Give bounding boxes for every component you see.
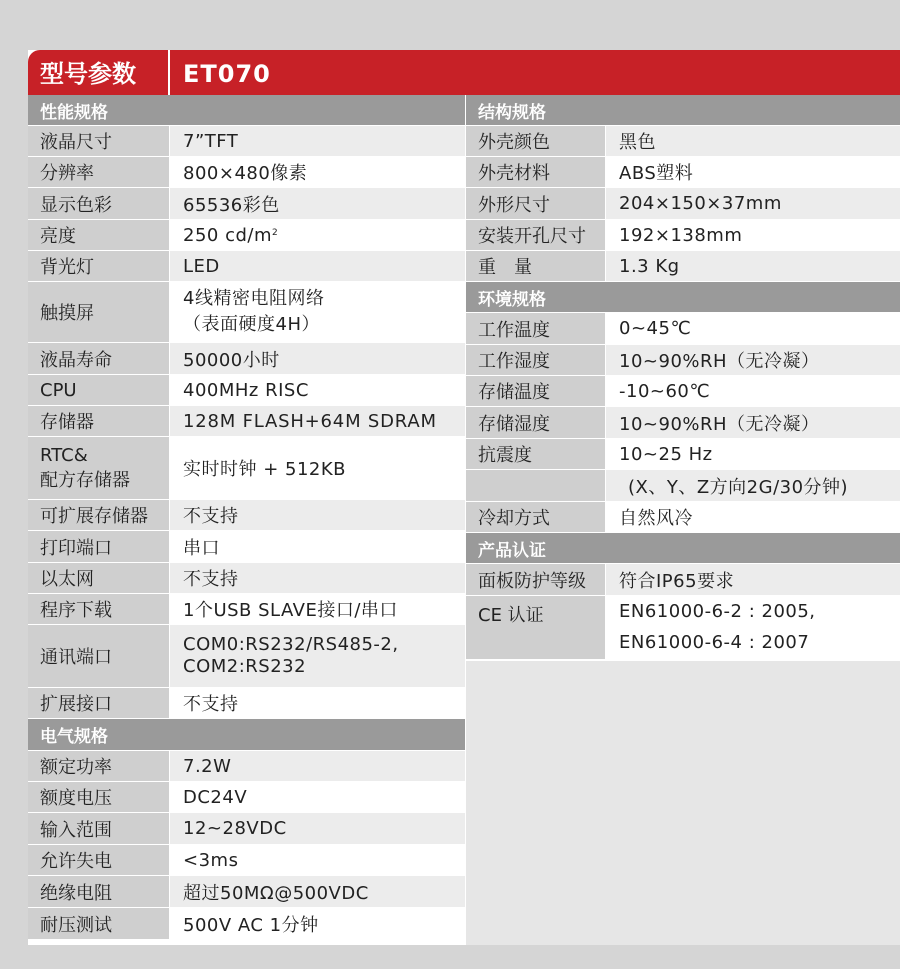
section-header-environment: 环境规格 [466, 282, 900, 313]
spec-row [28, 188, 466, 220]
spec-row [28, 406, 466, 437]
spec-label-line: RTC& [40, 444, 88, 466]
spec-label: 外壳材料 [466, 157, 606, 187]
spec-label: 亮度 [28, 220, 170, 250]
spec-label [28, 437, 170, 499]
spec-label: 工作温度 [466, 313, 606, 344]
spec-value: <3ms [170, 845, 466, 875]
spec-value: 50000小时 [170, 343, 466, 374]
spec-row [28, 157, 466, 188]
spec-value: 10~25 Hz [606, 439, 900, 469]
spec-label: 打印端口 [28, 531, 170, 562]
spec-value-line: COM0:RS232/RS485-2, [183, 634, 399, 655]
spec-label-line: 配方存储器 [40, 469, 130, 491]
spec-row [28, 688, 466, 719]
spec-value: (X、Y、Z方向2G/30分钟) [606, 470, 900, 501]
spec-value: 65536彩色 [170, 188, 466, 219]
spec-value [170, 625, 466, 687]
spec-label: 安装开孔尺寸 [466, 220, 606, 250]
section-header-structure: 结构规格 [466, 95, 900, 126]
spec-value: 128M FLASH+64M SDRAM [170, 406, 466, 436]
spec-label: 外形尺寸 [466, 188, 606, 219]
spec-label [466, 596, 606, 659]
spec-value: ABS塑料 [606, 157, 900, 187]
spec-row [28, 625, 466, 688]
spec-row [466, 376, 900, 407]
spec-label: 可扩展存储器 [28, 500, 170, 530]
spec-value: 自然风冷 [606, 502, 900, 532]
spec-row [466, 188, 900, 220]
spec-value: 10~90%RH（无冷凝） [606, 407, 900, 438]
spec-value: 不支持 [170, 500, 466, 530]
spec-row [28, 126, 466, 157]
spec-row [466, 126, 900, 157]
spec-label: 程序下载 [28, 594, 170, 624]
spec-row [28, 813, 466, 845]
header-divider [168, 50, 170, 95]
spec-label: 绝缘电阻 [28, 876, 170, 907]
section-header-performance: 性能规格 [28, 95, 466, 126]
spec-row [466, 251, 900, 282]
spec-value: 超过50MΩ@500VDC [170, 876, 466, 907]
spec-row [28, 563, 466, 594]
spec-row [466, 502, 900, 533]
spec-label: 液晶尺寸 [28, 126, 170, 156]
spec-value: 400MHz RISC [170, 375, 466, 405]
spec-value: 符合IP65要求 [606, 564, 900, 595]
spec-row [466, 220, 900, 251]
spec-label-text: CE 认证 [478, 605, 544, 626]
spec-value: 0~45℃ [606, 313, 900, 344]
section-header-certification: 产品认证 [466, 533, 900, 564]
spec-label: 重 量 [466, 251, 606, 281]
spec-label: 存储湿度 [466, 407, 606, 438]
spec-label: 显示色彩 [28, 188, 170, 219]
spec-label: 耐压测试 [28, 908, 170, 939]
spec-value: 500V AC 1分钟 [170, 908, 466, 939]
spec-label: 存储温度 [466, 376, 606, 406]
spec-value: 1个USB SLAVE接口/串口 [170, 594, 466, 624]
spec-label: CPU [28, 375, 170, 405]
unit-superscript: 2 [272, 228, 279, 238]
spec-value: LED [170, 251, 466, 281]
spec-value: 不支持 [170, 563, 466, 593]
spec-value [606, 596, 900, 659]
spec-row [466, 564, 900, 596]
spec-value: 10~90%RH（无冷凝） [606, 345, 900, 375]
spec-row [466, 313, 900, 345]
spec-value-line: （表面硬度4H） [183, 314, 320, 335]
spec-value: DC24V [170, 782, 466, 812]
spec-label: 抗震度 [466, 439, 606, 469]
spec-row [28, 876, 466, 908]
spec-value: 7”TFT [170, 126, 466, 156]
header-label: 型号参数 [40, 60, 136, 88]
spec-value [170, 220, 466, 250]
spec-row [466, 596, 900, 659]
spec-value-line: COM2:RS232 [183, 656, 307, 677]
right-column [466, 95, 900, 659]
spec-value: 204×150×37mm [606, 188, 900, 219]
spec-row [28, 343, 466, 375]
spec-value: 800×480像素 [170, 157, 466, 187]
spec-value: 192×138mm [606, 220, 900, 250]
spec-value: 12~28VDC [170, 813, 466, 844]
spec-row [466, 470, 900, 502]
spec-value: 1.3 Kg [606, 251, 900, 281]
spec-value-line: 4线精密电阻网络 [183, 288, 325, 309]
spec-row [28, 531, 466, 563]
spec-value: 黑色 [606, 126, 900, 156]
spec-label: 分辨率 [28, 157, 170, 187]
spec-row [28, 282, 466, 343]
spec-label: 输入范围 [28, 813, 170, 844]
spec-row [28, 782, 466, 813]
spec-value-line: EN61000-6-2 : 2005, [619, 601, 816, 622]
spec-row [466, 157, 900, 188]
spec-label: 液晶寿命 [28, 343, 170, 374]
spec-row [28, 845, 466, 876]
spec-row [28, 751, 466, 782]
spec-label: 额定功率 [28, 751, 170, 781]
spec-value: 不支持 [170, 688, 466, 718]
spec-label: 冷却方式 [466, 502, 606, 532]
spec-value: 7.2W [170, 751, 466, 781]
spec-row [466, 439, 900, 470]
title-bar [28, 50, 900, 95]
spec-label: 外壳颜色 [466, 126, 606, 156]
spec-label: 通讯端口 [28, 625, 170, 687]
spec-value-line: EN61000-6-4 : 2007 [619, 632, 810, 653]
spec-label: 工作湿度 [466, 345, 606, 375]
spec-row [466, 345, 900, 376]
left-column [28, 95, 466, 939]
spec-value [170, 282, 466, 342]
spec-row [28, 220, 466, 251]
section-header-electrical: 电气规格 [28, 719, 466, 751]
spec-label: 扩展接口 [28, 688, 170, 718]
spec-row [28, 375, 466, 406]
brightness-value: 250 cd/m [183, 224, 272, 246]
spec-label: 触摸屏 [28, 282, 170, 342]
model-name: ET070 [183, 60, 271, 88]
spec-row [466, 407, 900, 439]
spec-label: 以太网 [28, 563, 170, 593]
spec-label: 允许失电 [28, 845, 170, 875]
spec-label: 背光灯 [28, 251, 170, 281]
spec-row [28, 594, 466, 625]
spec-row [28, 908, 466, 939]
spec-value: 串口 [170, 531, 466, 562]
spec-row [28, 500, 466, 531]
spec-label [466, 470, 606, 501]
right-column-filler [466, 661, 900, 945]
spec-label: 面板防护等级 [466, 564, 606, 595]
spec-value: 实时时钟 + 512KB [170, 437, 466, 499]
spec-label: 额度电压 [28, 782, 170, 812]
spec-row [28, 437, 466, 500]
spec-row [28, 251, 466, 282]
spec-label: 存储器 [28, 406, 170, 436]
spec-value: -10~60℃ [606, 376, 900, 406]
